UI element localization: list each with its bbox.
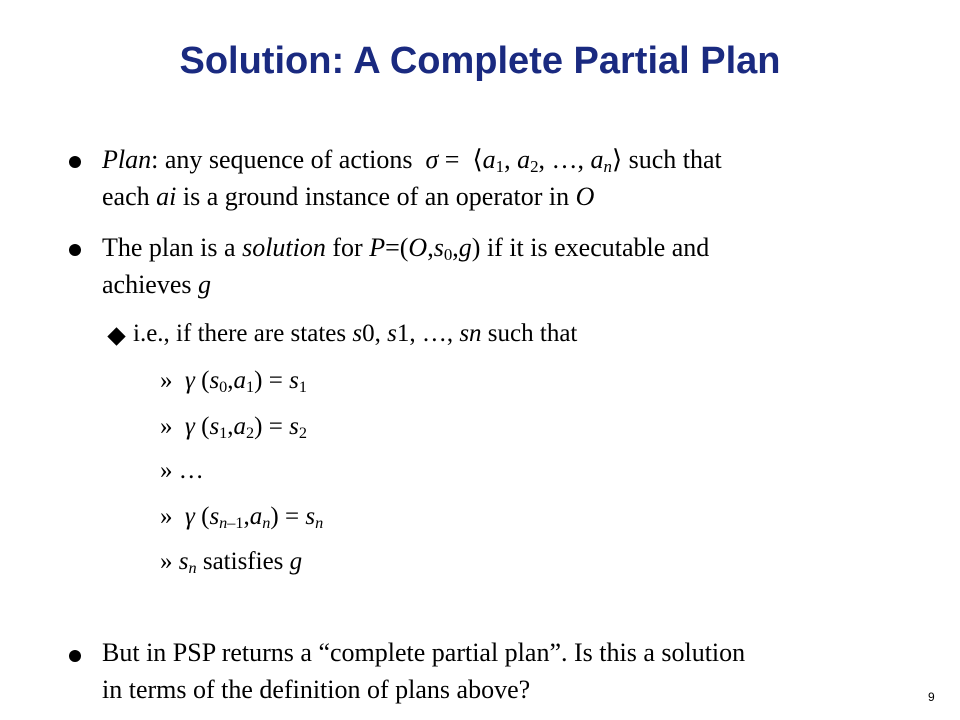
bullet-2-line-2: achieves g: [102, 270, 212, 299]
sub-bullet-diamond: [107, 327, 125, 345]
bullet-dot: [69, 244, 81, 256]
bullet-1-line-1: Plan: any sequence of actions $\sigma = ⟨a_1$, $a_2$, …, $a_n⟩$ such that: [102, 145, 722, 177]
bullet-1-line-2: each ai is a ground instance of an operator in O: [102, 182, 595, 211]
bullet-dot: [69, 156, 81, 168]
slide-title: Solution: A Complete Partial Plan: [179, 40, 781, 82]
step-line-satisfies: » $s_n$ satisfies g: [160, 548, 303, 578]
step-line-n: » γ $(s_{n-1},a_n) = s_n$: [160, 503, 324, 533]
step-line-1: » γ $(s_0,a_1) = s_1$: [160, 367, 307, 397]
bullet-3-line-2: in terms of the definition of plans above?: [102, 675, 531, 704]
page-number: 9: [928, 690, 935, 704]
step-line-2: » γ $(s_1,a_2) = s_2$: [160, 413, 307, 443]
bullet-dot: [69, 650, 81, 662]
step-line-ellipsis: » …: [160, 457, 204, 484]
sub-bullet-text: i.e., if there are states s0, s1, …, sn such that: [133, 320, 578, 347]
bullet-3-line-1: But in PSP returns a “complete partial plan”. Is this a solution: [102, 638, 746, 667]
bullet-2-line-1: The plan is a solution for $P=(O,s_0,g)$ if it is executable and: [102, 233, 710, 265]
